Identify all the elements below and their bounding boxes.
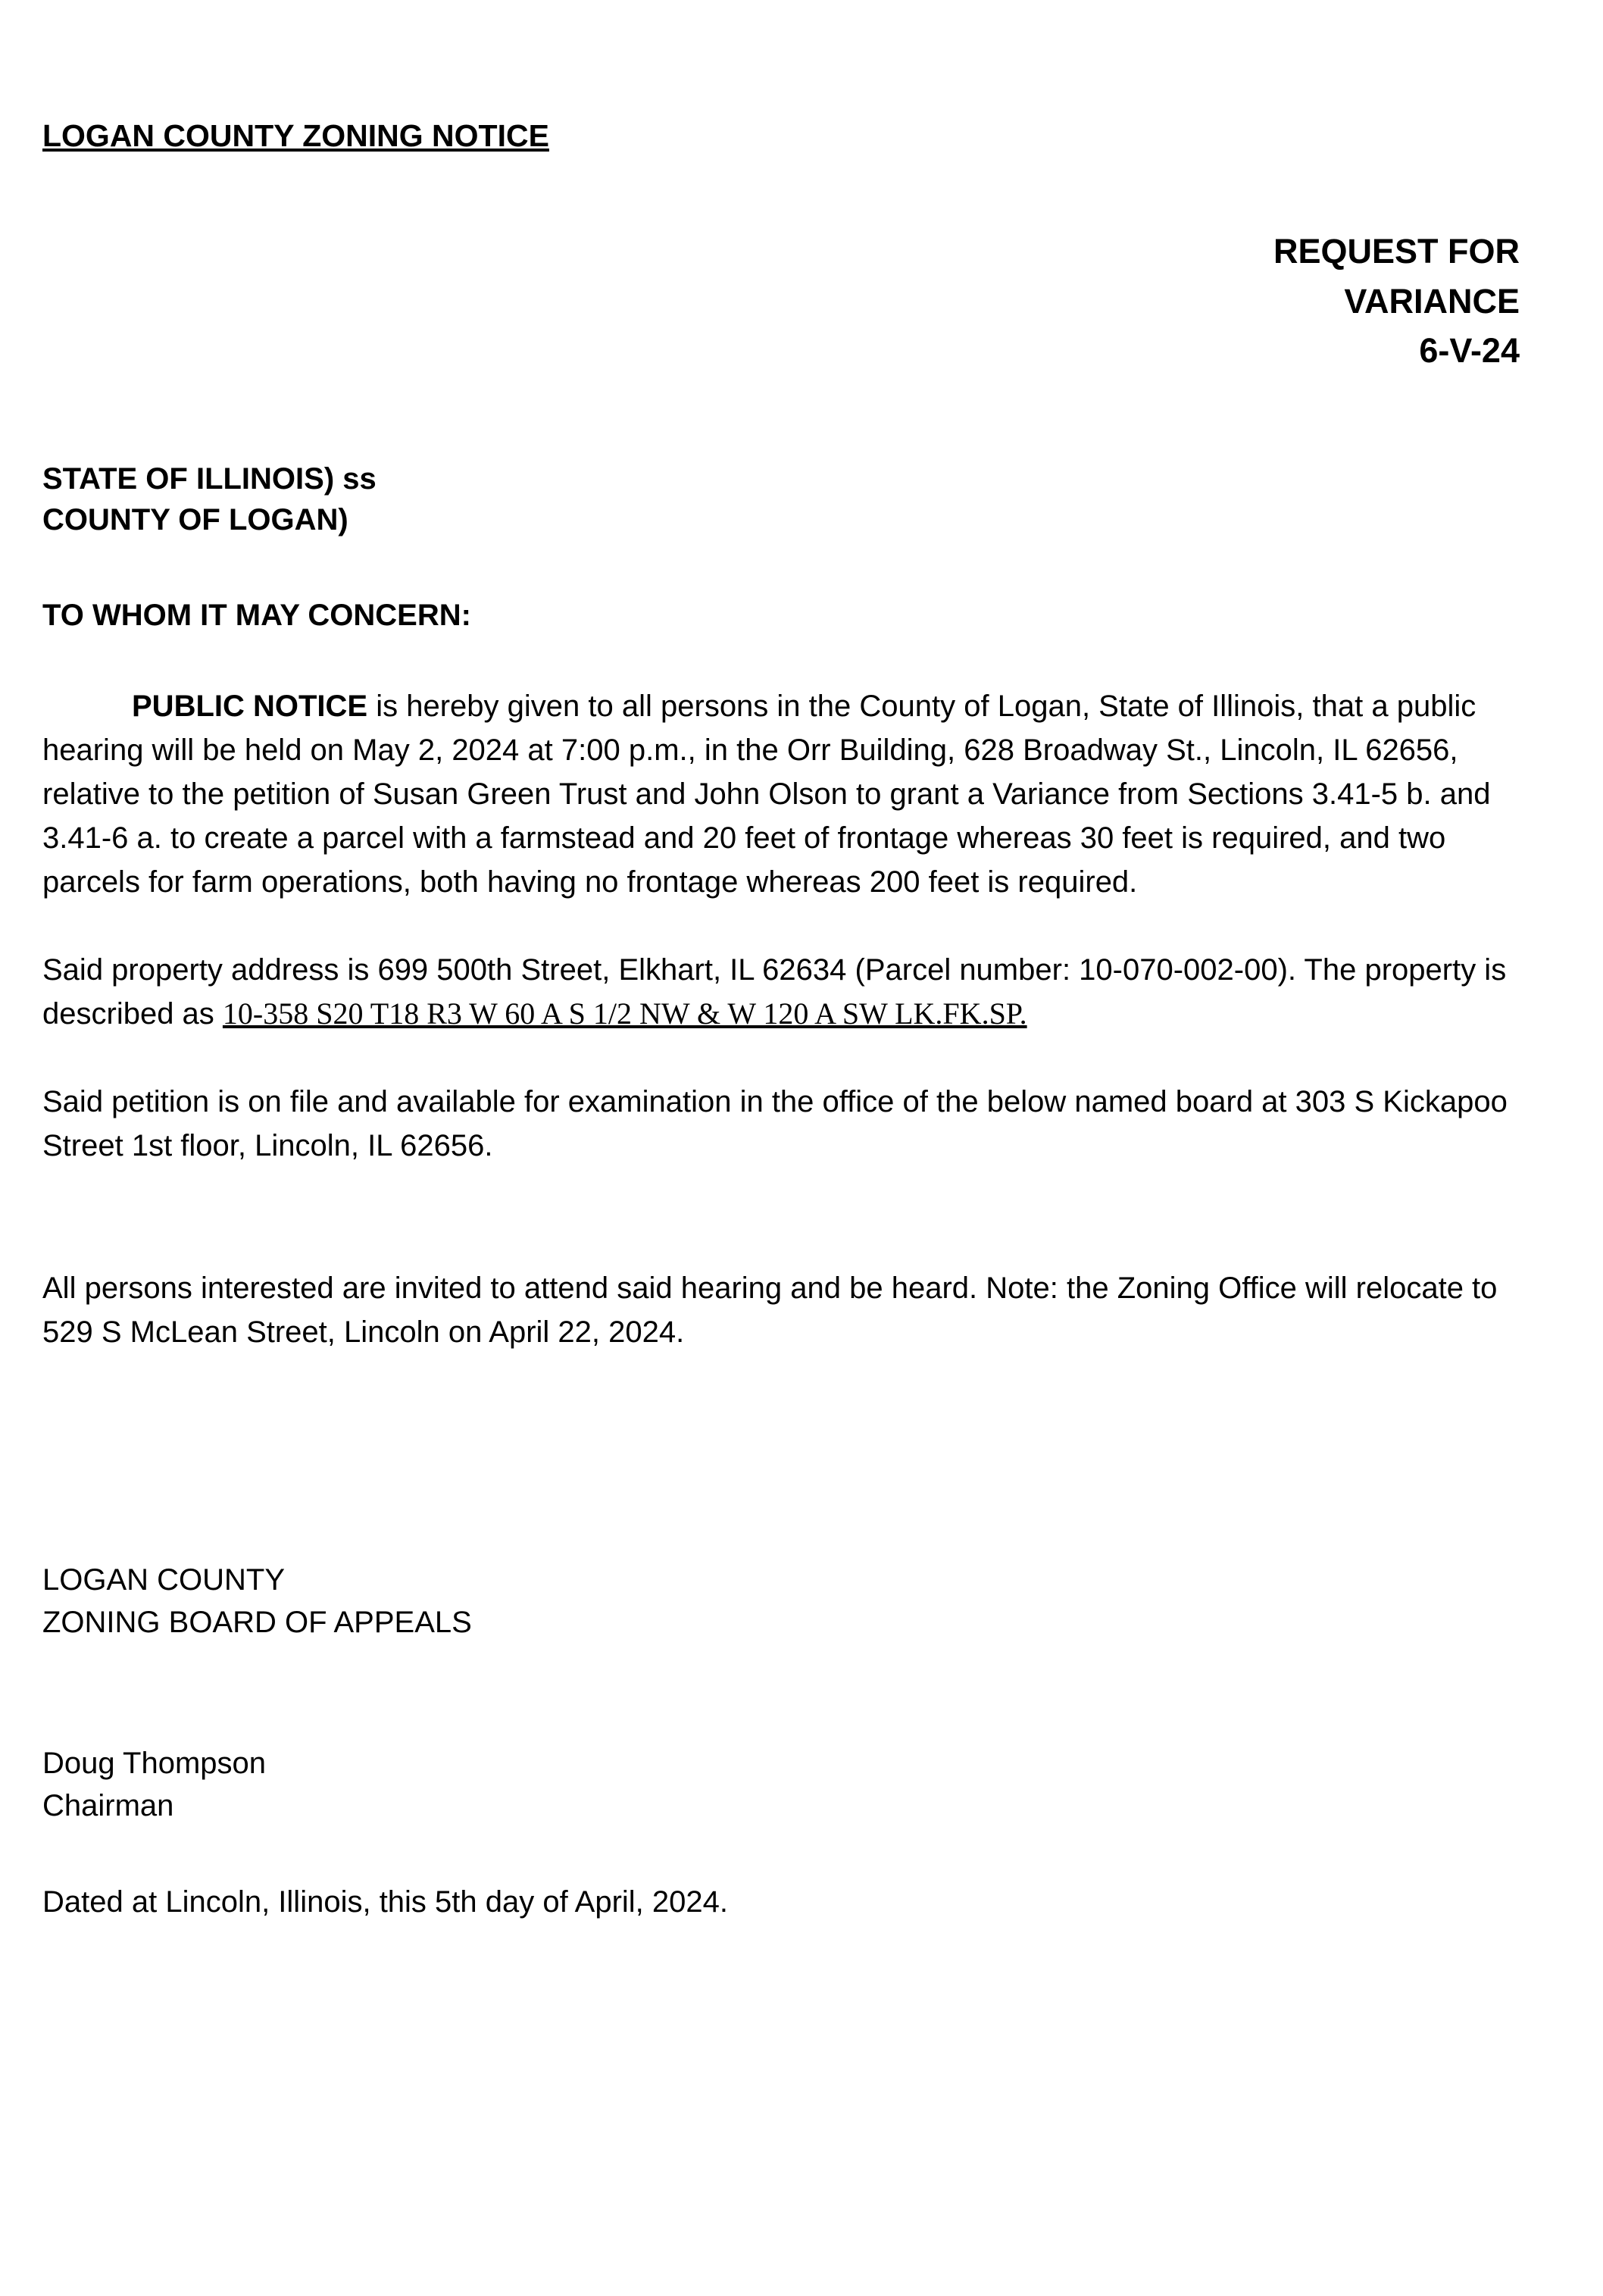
request-heading-line-1: REQUEST FOR xyxy=(1273,232,1520,271)
county-line: COUNTY OF LOGAN) xyxy=(42,503,348,537)
signature-block xyxy=(42,1742,1520,1827)
board-name-line-1: LOGAN COUNTY xyxy=(42,1563,286,1597)
public-notice-paragraph xyxy=(42,684,1520,904)
property-paragraph xyxy=(42,948,1520,1036)
dated-line: Dated at Lincoln, Illinois, this 5th day of April, 2024. xyxy=(42,1885,728,1919)
attend-paragraph: All persons interested are invited to attend said hearing and be heard. Note: the Zoning Office will relocate to 529 S McLean Street, Lincoln on April 22, 2024. xyxy=(42,1272,1498,1350)
request-heading-line-2: VARIANCE xyxy=(1344,281,1520,321)
salutation: TO WHOM IT MAY CONCERN: xyxy=(42,599,471,633)
state-line: STATE OF ILLINOIS) ss xyxy=(42,462,377,496)
petition-paragraph: Said petition is on file and available for examination in the office of the below named board at 303 S Kickapoo Street 1st floor, Lincoln, IL 62656. xyxy=(42,1085,1508,1163)
signatory-title: Chairman xyxy=(42,1789,174,1823)
signatory-name: Doug Thompson xyxy=(42,1747,266,1781)
venue-caption xyxy=(42,458,1520,540)
public-notice-lead: PUBLIC NOTICE xyxy=(132,690,368,724)
request-heading-case-number: 6-V-24 xyxy=(1419,330,1520,370)
legal-description: 10-358 S20 T18 R3 W 60 A S 1/2 NW & W 120 A SW LK.FK.SP. xyxy=(222,996,1027,1031)
issuing-board-block xyxy=(42,1559,1520,1644)
board-name-line-2: ZONING BOARD OF APPEALS xyxy=(42,1606,472,1640)
public-notice-body: is hereby given to all persons in the County of Logan, State of Illinois, that a public hearing will be held on May 2, 2024 at 7:00 p.m., in the Orr Building, 628 Broadway St., Lincoln, IL 62656, relative to the petition of Susan Green Trust and John Olson to grant a Variance from Sections 3.41-5 b. and 3.41-6 a. to create a parcel with a farmstead and 20 feet of frontage whereas 30 feet is required, and two parcels for farm operations, both having no frontage whereas 200 feet is required. xyxy=(42,690,1491,899)
property-address-text: Said property address is 699 500th Street, Elkhart, IL 62634 (Parcel number: 10-070-002-00). The property is described as xyxy=(42,953,1507,1031)
request-heading xyxy=(42,227,1520,375)
document-title: LOGAN COUNTY ZONING NOTICE xyxy=(42,118,549,153)
